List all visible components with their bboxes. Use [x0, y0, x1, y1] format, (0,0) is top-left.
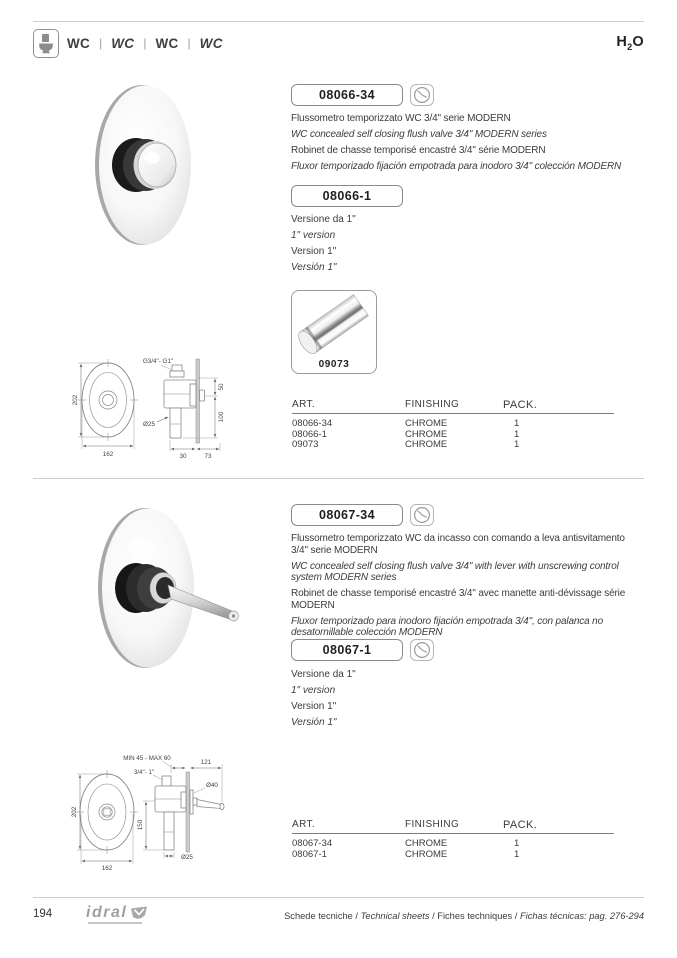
- category-separator: |: [143, 36, 147, 50]
- note-italian: Schede tecniche /: [284, 911, 361, 921]
- cell-art: 08067-34: [292, 838, 333, 849]
- note-english: Technical sheets: [360, 911, 430, 921]
- toilet-icon: [37, 33, 55, 54]
- page-number: 194: [33, 908, 53, 920]
- version-notes-08066: [291, 214, 356, 278]
- cell-pack: 1: [514, 848, 520, 860]
- category-separator: |: [99, 36, 103, 50]
- version-spanish: Versión 1": [291, 717, 337, 728]
- dim-100: 100: [218, 411, 225, 423]
- note-spanish: Fichas técnicas: pag. 276-294: [519, 911, 644, 921]
- version-english: 1" version: [291, 685, 336, 696]
- article-code: 08066-1: [322, 189, 372, 203]
- col-header-art: ART.: [292, 819, 316, 830]
- col-header-pack: PACK.: [503, 399, 538, 411]
- col-header-finishing: FINISHING: [405, 399, 460, 410]
- category-label: WC: [155, 35, 179, 51]
- timer-feature-badge: [410, 84, 434, 106]
- thread-label: 3/4"- 1": [133, 769, 155, 776]
- article-code-box-08066-34: [291, 84, 403, 106]
- description-italian: Flussometro temporizzato WC 3/4" serie MODERN: [291, 113, 511, 124]
- description-french: Robinet de chasse temporisé encastré 3/4" série MODERN: [291, 145, 546, 156]
- article-code: 08067-1: [322, 643, 372, 657]
- cell-pack: 1: [514, 428, 520, 440]
- timer-feature-badge: [410, 639, 434, 661]
- h2o-h: H: [616, 34, 628, 50]
- h2o-o: O: [632, 34, 644, 50]
- version-spanish: Versión 1": [291, 262, 337, 273]
- thread-label: G3/4"- G1": [142, 358, 174, 365]
- version-french: Version 1": [291, 701, 337, 712]
- product-photo-08066: [78, 83, 213, 251]
- cell-pack: 1: [514, 418, 520, 429]
- wc-category-icon: [33, 29, 59, 58]
- timer-clock-icon: [413, 506, 431, 524]
- timer-feature-badge: [410, 504, 434, 526]
- col-header-pack: PACK.: [503, 819, 538, 831]
- dia-40-label: Ø40: [206, 782, 218, 789]
- timer-clock-icon: [413, 641, 431, 659]
- accessory-code: 09073: [318, 359, 350, 370]
- dim-width-162: 162: [102, 451, 114, 458]
- dim-73: 73: [204, 453, 212, 460]
- article-code-box-08066-1: [291, 185, 403, 207]
- article-code-box-08067-34: [291, 504, 403, 526]
- dim-121: 121: [200, 759, 212, 766]
- cell-finishing: CHROME: [405, 428, 448, 440]
- version-notes-08067: [291, 669, 356, 733]
- table-header-rule: [292, 833, 614, 834]
- col-header-art: ART.: [292, 399, 316, 410]
- cell-art: 08066-1: [292, 428, 327, 440]
- series-label-h2o: [616, 34, 644, 52]
- description-english: WC concealed self closing flush valve 3/4" MODERN series: [291, 129, 547, 140]
- dim-50: 50: [218, 383, 225, 391]
- article-code-box-08067-1: [291, 639, 403, 661]
- dim-height-202: 202: [71, 806, 78, 818]
- accessory-image-box: [291, 290, 377, 374]
- cell-pack: 1: [514, 439, 520, 450]
- version-italian: Versione da 1": [291, 214, 356, 225]
- description-spanish: Fluxor temporizado fijación empotrada para inodoro 3/4" colección MODERN: [291, 161, 622, 172]
- cell-pack: 1: [514, 838, 520, 849]
- category-label: WC: [67, 35, 91, 51]
- article-code: 08067-34: [318, 508, 376, 522]
- section-divider-rule: [33, 478, 644, 479]
- version-french: Version 1": [291, 246, 337, 257]
- cell-finishing: CHROME: [405, 439, 448, 450]
- dia-25-label: Ø25: [181, 854, 193, 861]
- chrome-cylinder-photo: [293, 293, 375, 355]
- cell-finishing: CHROME: [405, 838, 448, 849]
- footer-rule: [33, 897, 644, 898]
- version-italian: Versione da 1": [291, 669, 356, 680]
- category-separator: |: [187, 36, 191, 50]
- version-english: 1" version: [291, 230, 336, 241]
- cell-art: 09073: [292, 439, 319, 450]
- dim-height-202: 202: [72, 394, 79, 406]
- col-header-finishing: FINISHING: [405, 819, 460, 830]
- timer-clock-icon: [413, 86, 431, 104]
- cell-finishing: CHROME: [405, 418, 448, 429]
- dim-150: 150: [137, 819, 144, 831]
- dia-25-label: Ø25: [143, 421, 155, 428]
- recess-depth-label: MIN 45 - MAX 60: [123, 755, 171, 762]
- idral-logo-text: idral: [86, 904, 128, 921]
- idral-shield-icon: [130, 906, 148, 920]
- note-french: / Fiches techniques /: [429, 911, 520, 921]
- cell-art: 08066-34: [292, 418, 333, 429]
- logo-tagline-bar: [88, 922, 142, 924]
- h2o-sub: 2: [627, 41, 633, 52]
- product-descriptions-08067: [291, 533, 643, 643]
- article-code: 08066-34: [318, 88, 376, 102]
- technical-drawing-08066: [58, 350, 283, 464]
- product-photo-08067: [72, 502, 262, 680]
- idral-logo: [86, 905, 148, 924]
- category-breadcrumb: [67, 33, 223, 53]
- technical-drawing-08067: [55, 746, 300, 880]
- table-header-rule: [292, 413, 614, 414]
- description-english: WC concealed self closing flush valve 3/4" with lever with unscrewing control system MODERN series: [291, 560, 619, 583]
- cell-art: 08067-1: [292, 848, 327, 860]
- header-top-rule: [33, 21, 644, 22]
- category-label: WC: [111, 35, 135, 51]
- description-italian: Flussometro temporizzato WC da incasso con comando a leva antisvitamento 3/4" serie MODERN: [291, 533, 625, 556]
- dim-width-162: 162: [101, 865, 113, 872]
- dim-30: 30: [179, 453, 187, 460]
- cell-finishing: CHROME: [405, 848, 448, 860]
- technical-sheets-note: [284, 911, 644, 921]
- description-spanish: Fluxor temporizado para inodoro fijación empotrada 3/4", con palanca no desatornillable colección MODERN: [291, 615, 603, 638]
- description-french: Robinet de chasse temporisé encastré 3/4" avec manette anti-dévissage série MODERN: [291, 588, 626, 611]
- category-label: WC: [199, 35, 223, 51]
- product-descriptions-08066: [291, 113, 636, 177]
